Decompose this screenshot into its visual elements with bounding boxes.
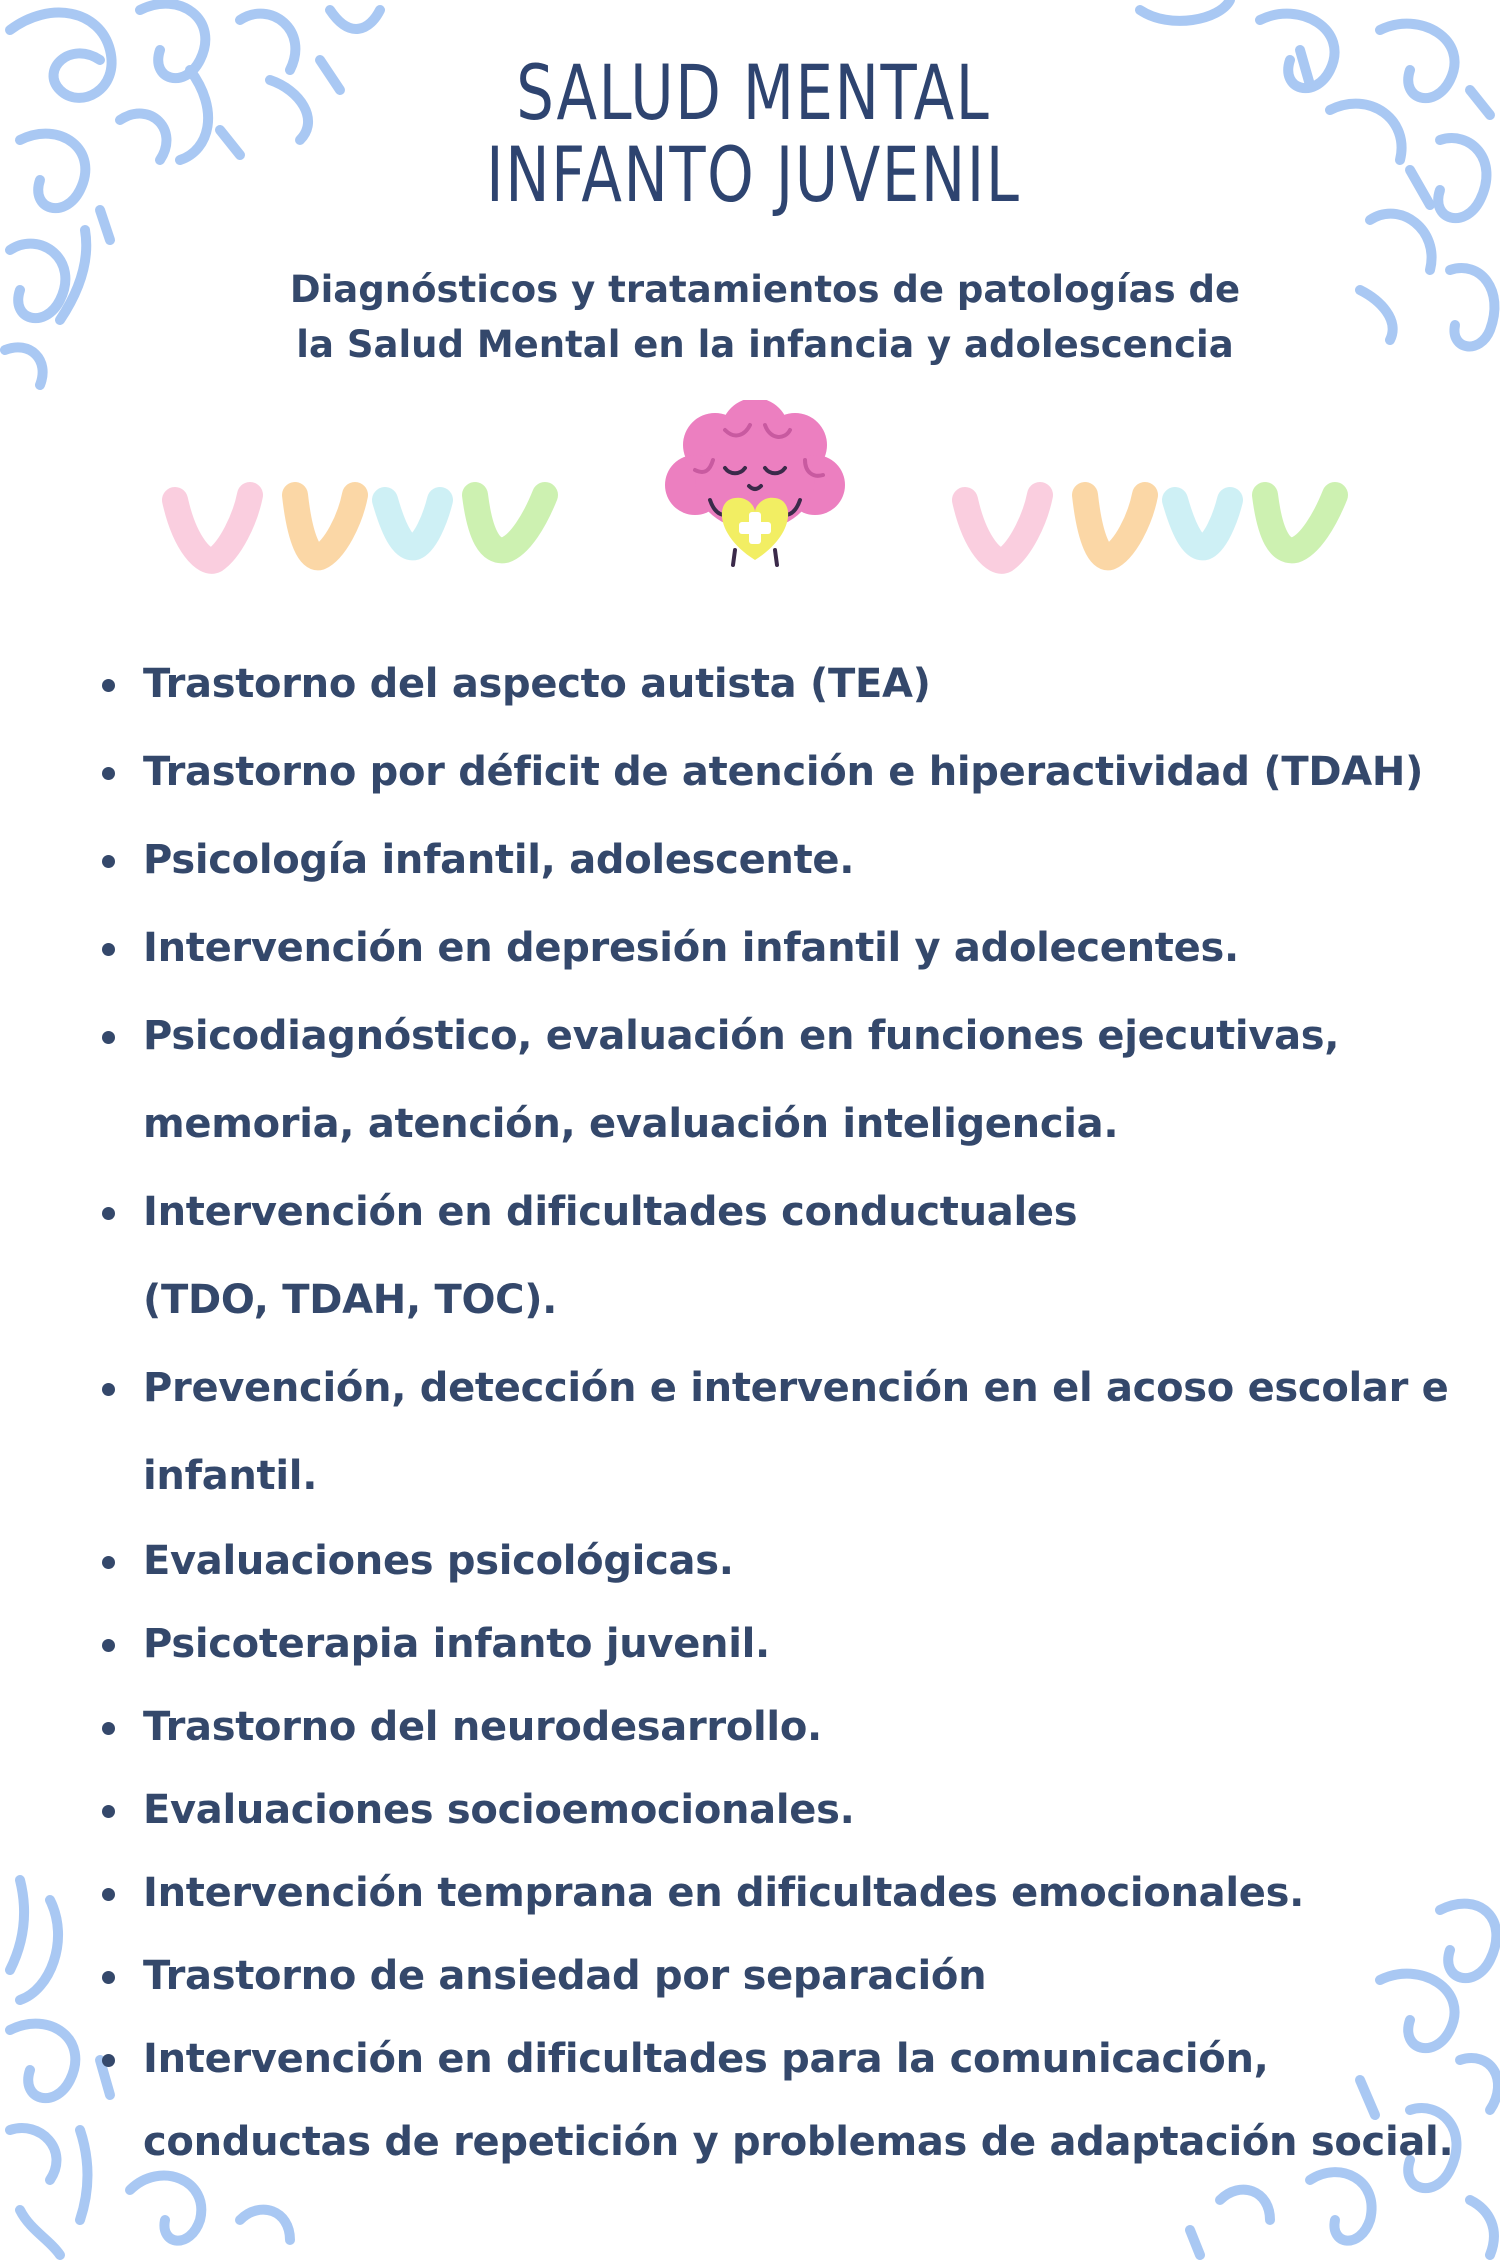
list-item	[100, 1520, 1450, 1603]
heart-doodle-icon	[965, 495, 1040, 561]
list-item	[100, 1686, 1450, 1769]
heart-doodle-icon	[1085, 495, 1145, 557]
bullet-icon	[102, 2054, 115, 2067]
list-item-text: Trastorno de ansiedad por separación	[143, 1953, 987, 1999]
list-item	[100, 1603, 1450, 1686]
list-item	[100, 1769, 1450, 1852]
list-item-text: infantil.	[143, 1453, 318, 1499]
services-list	[100, 640, 1454, 2184]
list-item	[100, 816, 1450, 904]
list-item	[100, 728, 1450, 816]
bullet-icon	[102, 1639, 115, 1652]
list-item	[100, 1168, 1450, 1344]
list-item-text: Psicodiagnóstico, evaluación en funciones ejecutivas,	[143, 1013, 1340, 1059]
decorative-hearts-left	[160, 475, 560, 585]
bullet-icon	[102, 1556, 115, 1569]
title-line-2: INFANTO JUVENIL	[486, 130, 1021, 219]
decorative-hearts-right	[950, 475, 1350, 585]
list-item	[100, 1344, 1450, 1520]
heart-doodle-icon	[475, 495, 545, 550]
page-title	[168, 48, 1338, 219]
list-item-text: Intervención temprana en dificultades emocionales.	[143, 1870, 1304, 1916]
list-item-text: Psicoterapia infanto juvenil.	[143, 1621, 770, 1667]
bullet-icon	[102, 1888, 115, 1901]
list-item	[100, 904, 1450, 992]
subtitle-line-2: la Salud Mental en la infancia y adolescencia	[296, 323, 1234, 366]
list-item-text: (TDO, TDAH, TOC).	[143, 1277, 558, 1323]
bullet-icon	[102, 943, 115, 956]
list-item-text: Intervención en dificultades para la comunicación,	[143, 2036, 1269, 2082]
list-item	[100, 2018, 1454, 2184]
bullet-icon	[102, 1971, 115, 1984]
list-item	[100, 640, 1450, 728]
list-item-text: Trastorno del aspecto autista (TEA)	[143, 661, 931, 707]
bullet-icon	[102, 1207, 115, 1220]
bullet-icon	[102, 767, 115, 780]
bullet-icon	[102, 1031, 115, 1044]
bullet-icon	[102, 1383, 115, 1396]
title-line-1: SALUD MENTAL	[516, 48, 991, 137]
list-item-text: Evaluaciones psicológicas.	[143, 1538, 734, 1584]
list-item-text: Intervención en depresión infantil y adolecentes.	[143, 925, 1239, 971]
bullet-icon	[102, 1722, 115, 1735]
list-item-text: memoria, atención, evaluación inteligencia.	[143, 1101, 1119, 1147]
subtitle-line-1: Diagnósticos y tratamientos de patologías de	[289, 268, 1241, 311]
list-item-text: Prevención, detección e intervención en el acoso escolar e	[143, 1365, 1449, 1411]
brain-holding-heart-icon	[655, 400, 855, 570]
list-item-text: Intervención en dificultades conductuales	[143, 1189, 1078, 1235]
list-item	[100, 1935, 1450, 2018]
list-item-text: Trastorno por déficit de atención e hiperactividad (TDAH)	[143, 749, 1424, 795]
list-item-text: Evaluaciones socioemocionales.	[143, 1787, 855, 1833]
bullet-icon	[102, 1805, 115, 1818]
list-item-text: conductas de repetición y problemas de adaptación social.	[143, 2119, 1454, 2165]
list-item-text: Psicología infantil, adolescente.	[143, 837, 855, 883]
page-subtitle	[0, 262, 1500, 372]
list-item-text: Trastorno del neurodesarrollo.	[143, 1704, 822, 1750]
heart-doodle-icon	[295, 495, 355, 557]
bullet-icon	[102, 855, 115, 868]
heart-doodle-icon	[1265, 495, 1335, 550]
heart-doodle-icon	[175, 495, 250, 561]
list-item	[100, 1852, 1450, 1935]
bullet-icon	[102, 679, 115, 692]
heart-doodle-icon	[1175, 500, 1230, 547]
list-item	[100, 992, 1450, 1168]
heart-doodle-icon	[385, 500, 440, 547]
